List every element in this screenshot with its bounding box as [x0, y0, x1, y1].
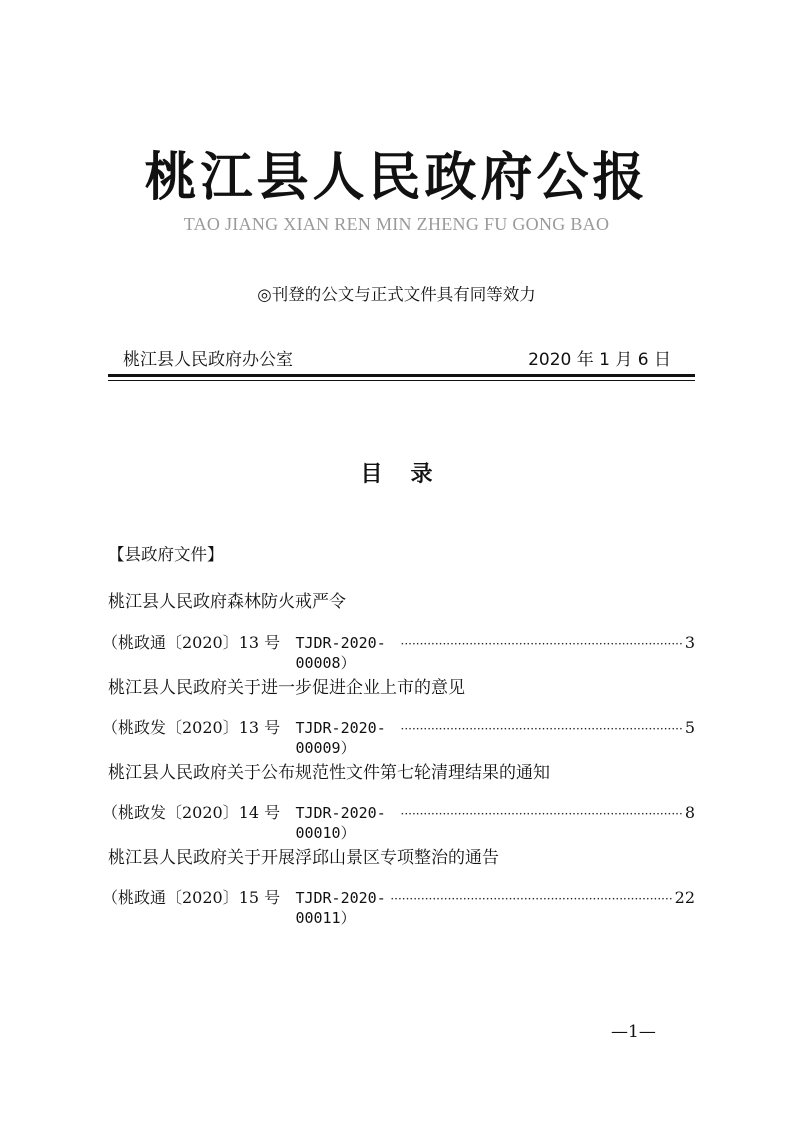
toc-heading: 目录 [360, 461, 461, 487]
header-rule-thin [108, 380, 695, 381]
toc-page-number: 3 [684, 633, 695, 652]
publisher-name: 桃江县人民政府办公室 [123, 350, 293, 370]
page-number: —1— [611, 1022, 656, 1042]
gazette-title: 桃江县人民政府公报 [144, 147, 649, 208]
toc-page-number: 5 [684, 718, 695, 737]
toc-page-number: 8 [684, 803, 695, 822]
doc-number: （桃政通〔2020〕13 号 [102, 633, 296, 652]
issue-date: 2020 年 1 月 6 日 [528, 350, 671, 370]
doc-number: （桃政发〔2020〕13 号 [102, 718, 296, 737]
doc-code: TJDR-2020-00011） [295, 889, 386, 927]
toc-entry-ref[interactable] [102, 885, 695, 928]
toc-entry-title[interactable]: 桃江县人民政府关于公布规范性文件第七轮清理结果的通知 [108, 763, 550, 783]
doc-code: TJDR-2020-00010） [295, 804, 386, 842]
toc-page-number: 22 [674, 888, 695, 907]
dot-leader: ·········································································· [400, 722, 683, 736]
doc-code: TJDR-2020-00008） [295, 634, 386, 672]
toc-entry-title[interactable]: 桃江县人民政府关于开展浮邱山景区专项整治的通告 [108, 848, 499, 868]
dot-leader: ·········································································· [400, 807, 683, 821]
doc-number: （桃政发〔2020〕14 号 [102, 803, 296, 822]
doc-code: TJDR-2020-00009） [295, 719, 386, 757]
toc-entry-title[interactable]: 桃江县人民政府森林防火戒严令 [108, 592, 346, 612]
gazette-subtitle: TAO JIANG XIAN REN MIN ZHENG FU GONG BAO [183, 214, 610, 234]
section-label: 【县政府文件】 [108, 545, 224, 564]
toc-entry-ref[interactable] [102, 715, 695, 758]
doc-number: （桃政通〔2020〕15 号 [102, 888, 296, 907]
header-rule-thick [108, 374, 695, 377]
validity-notice: ◎刊登的公文与正式文件具有同等效力 [257, 285, 536, 304]
dot-leader: ·········································································· [400, 637, 683, 651]
toc-entry-title[interactable]: 桃江县人民政府关于进一步促进企业上市的意见 [108, 678, 465, 698]
dot-leader: ·········································································· [390, 892, 673, 906]
toc-entry-ref[interactable] [102, 630, 695, 673]
toc-entry-ref[interactable] [102, 800, 695, 843]
